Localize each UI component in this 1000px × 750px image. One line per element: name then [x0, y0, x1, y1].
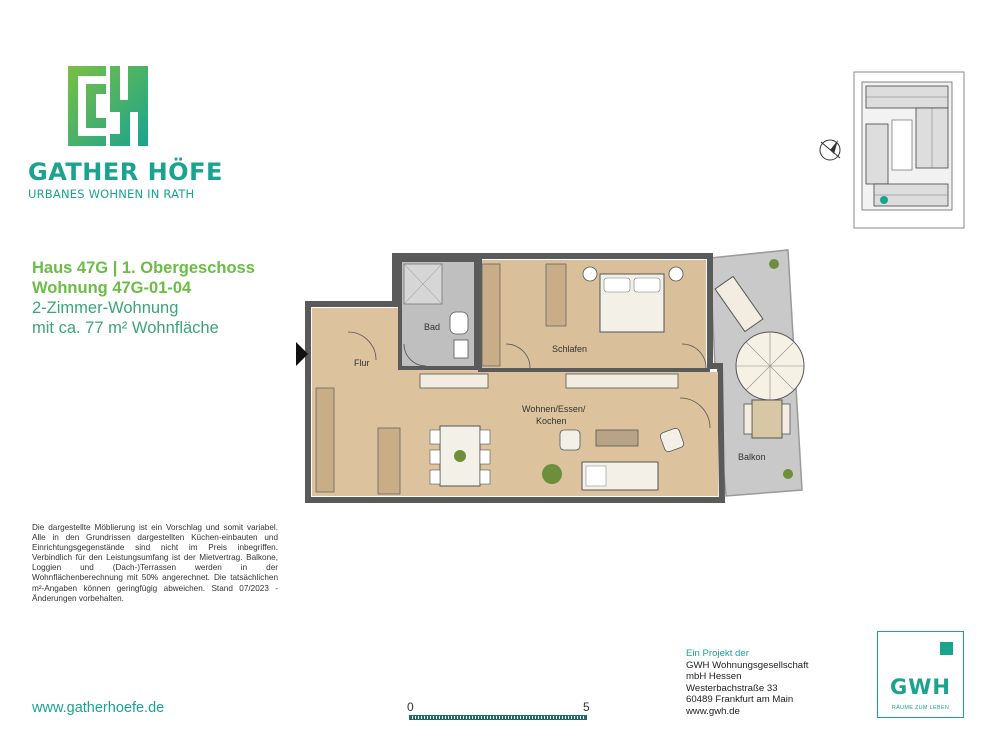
parasol-icon	[736, 332, 804, 400]
gwh-logo-claim: RÄUME ZUM LEBEN	[891, 705, 950, 711]
room-label-balkon: Balkon	[738, 452, 766, 462]
unit-info	[32, 258, 302, 338]
gwh-square-icon	[940, 642, 953, 655]
sink-icon	[454, 340, 468, 358]
room-label-bad: Bad	[424, 322, 441, 332]
unit-area: mit ca. 77 m² Wohnfläche	[32, 319, 219, 337]
room-label-flur: Flur	[354, 358, 370, 368]
unit-type: 2-Zimmer-Wohnung	[32, 299, 179, 317]
dining-table-icon	[430, 426, 490, 486]
brand-name: GATHER HÖFE	[28, 158, 223, 186]
scale-bar	[405, 700, 595, 724]
sofa-icon	[582, 462, 658, 490]
disclaimer-text: Die dargestellte Möblierung ist ein Vorschlag und somit variabel. Alle in den Grundrissen dargestellten Küchen-einbauten und Einrichtungsgegenstände sind nicht im Preis inbegriffen. Verbindlich für den Leistungsumfang ist der Mietvertrag. Balkone, Loggien und (Dach-)Terrassen werden in der Wohnflächenberechnung mit 50% angerechnet. Die tatsächlichen m²-Angaben können geringfügig abweichen. Stand 07/2023 - Änderungen vorbehalten.	[32, 523, 278, 603]
project-website[interactable]: www.gwh.de	[686, 705, 740, 717]
toilet-icon	[450, 312, 468, 334]
room-label-schlafen: Schlafen	[552, 344, 588, 354]
coffee-table-icon	[596, 430, 638, 446]
project-company: GWH Wohnungsgesellschaft	[686, 659, 809, 671]
floor-plan	[290, 248, 815, 508]
project-street: Westerbachstraße 33	[686, 682, 778, 694]
brand-logo	[28, 66, 223, 201]
bathroom	[400, 260, 476, 368]
brand-subtitle: URBANES WOHNEN IN RATH	[28, 187, 195, 201]
room-label-wohnen-2: Kochen	[536, 416, 567, 426]
scale-bar-graphic	[409, 715, 587, 720]
compass-icon	[820, 140, 840, 160]
scale-start-label: 0	[407, 700, 414, 714]
project-city: 60489 Frankfurt am Main	[686, 694, 794, 705]
gwh-logo	[877, 631, 964, 718]
unit-number: Wohnung 47G-01-04	[32, 279, 192, 297]
website-link[interactable]: www.gatherhoefe.de	[32, 700, 165, 716]
plant-icon	[542, 464, 562, 484]
room-label-wohnen-1: Wohnen/Essen/	[522, 404, 586, 414]
project-info	[686, 648, 808, 717]
project-company-2: mbH Hessen	[686, 671, 742, 682]
unit-house-floor: Haus 47G | 1. Obergeschoss	[32, 259, 255, 277]
unit-location-marker-icon	[880, 196, 888, 204]
project-heading: Ein Projekt der	[686, 648, 749, 659]
gh-monogram-icon	[68, 66, 148, 146]
scale-end-label: 5	[583, 700, 590, 714]
site-plan	[818, 70, 966, 230]
gwh-logo-name: GWH	[890, 675, 951, 699]
balcony-table-icon	[744, 400, 790, 438]
